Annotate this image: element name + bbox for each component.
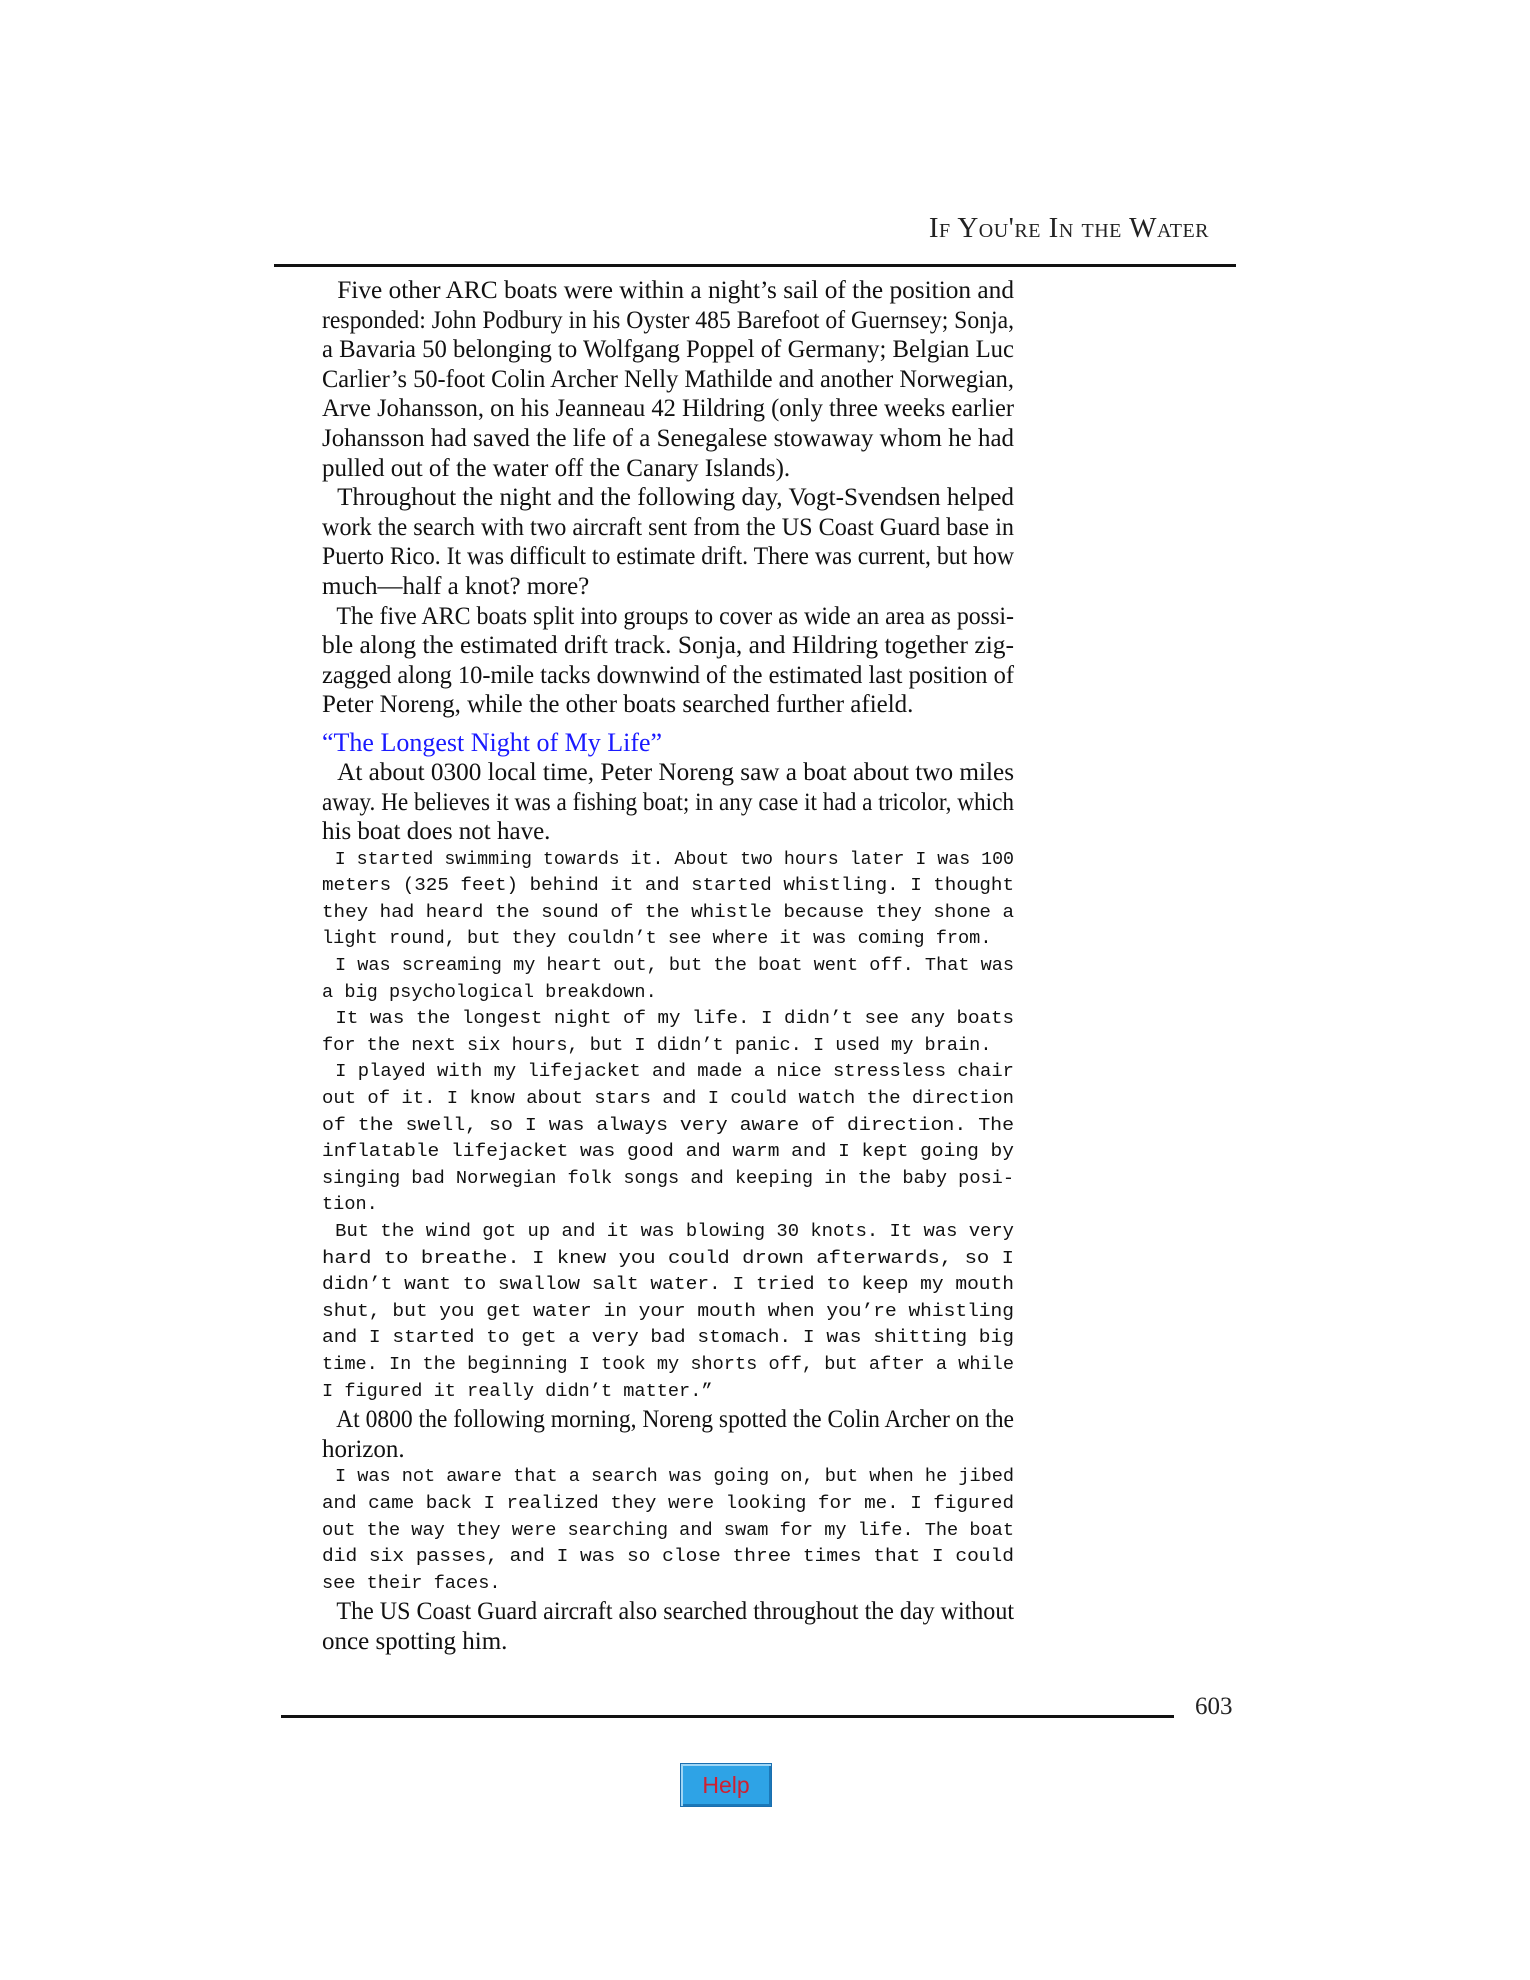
text-line — [322, 873, 1014, 900]
section-heading — [322, 728, 1014, 758]
quote-paragraph — [322, 1006, 1014, 1059]
text-line-content: a big psychological breakdown. — [322, 981, 657, 1003]
text-line — [322, 1192, 1014, 1219]
text-line-content: I was screaming my heart out, but the boat went off. That was — [334, 955, 1014, 977]
text-line — [322, 1435, 1014, 1465]
page-number: 603 — [1195, 1693, 1233, 1720]
text-line — [322, 847, 1014, 874]
text-line-content: much—half a knot? more? — [322, 572, 590, 600]
quote-paragraph — [322, 847, 1014, 953]
text-line-content: responded: John Podbury in his Oyster 485 Barefoot of Guernsey; Sonja, — [322, 306, 1014, 334]
text-line-content: At 0800 the following morning, Noreng spotted the Colin Archer on the — [336, 1406, 1014, 1434]
text-line-content: of the swell, so I was always very aware of direction. The — [322, 1114, 1014, 1136]
text-line — [322, 1272, 1014, 1299]
text-line-content: Johansson had saved the life of a Senegalese stowaway whom he had — [322, 424, 1014, 452]
text-line — [322, 1518, 1014, 1545]
text-line — [322, 1219, 1014, 1246]
text-line — [322, 728, 1014, 758]
text-line — [322, 513, 1014, 543]
text-line-content: Five other ARC boats were within a night’s sail of the position and — [337, 277, 1014, 304]
text-line — [322, 900, 1014, 927]
text-line — [322, 817, 1014, 847]
help-button[interactable]: Help — [680, 1763, 772, 1807]
text-line-content: and came back I realized they were looking for me. I figured — [322, 1492, 1014, 1514]
text-line — [322, 1299, 1014, 1326]
header-rule — [274, 264, 1236, 267]
text-line — [322, 394, 1014, 424]
text-line-content: once spotting him. — [322, 1627, 508, 1655]
text-line — [322, 788, 1014, 818]
text-line-content: tion. — [322, 1194, 378, 1216]
text-line-content: I played with my lifejacket and made a nice stressless chair — [335, 1061, 1014, 1083]
text-line-content: away. He believes it was a fishing boat; in any case it had a tricolor, which — [322, 788, 1014, 816]
text-line-content: “The Longest Night of My Life” — [322, 727, 663, 757]
text-line — [322, 1405, 1014, 1435]
text-line-content: The five ARC boats split into groups to cover as wide an area as possi- — [336, 602, 1015, 630]
text-line-content: hard to breathe. I knew you could drown afterwards, so I — [322, 1247, 1014, 1269]
text-line-content: I started swimming towards it. About two hours later I was 100 — [334, 848, 1014, 870]
text-line-content: shut, but you get water in your mouth when you’re whistling — [322, 1300, 1014, 1322]
text-line — [322, 1139, 1014, 1166]
text-line — [322, 365, 1014, 395]
text-line-content: light round, but they couldn’t see where it was coming from. — [322, 928, 992, 950]
paragraph — [322, 1597, 1014, 1656]
text-line — [322, 602, 1014, 632]
text-line-content: time. In the beginning I took my shorts off, but after a while — [322, 1353, 1015, 1375]
text-line — [322, 335, 1014, 365]
text-line — [322, 306, 1014, 336]
text-line — [322, 542, 1014, 572]
text-line-content: At about 0300 local time, Peter Noreng saw a boat about two miles — [337, 758, 1015, 786]
text-line-content: see their faces. — [322, 1572, 501, 1594]
footer-rule — [281, 1715, 1174, 1718]
text-line — [322, 454, 1014, 484]
text-line — [322, 631, 1014, 661]
text-line — [322, 424, 1014, 454]
text-line — [322, 572, 1014, 602]
text-line — [322, 661, 1014, 691]
text-line-content: Carlier’s 50-foot Colin Archer Nelly Mathilde and another Norwegian, — [322, 365, 1014, 393]
text-line-content: Arve Johansson, on his Jeanneau 42 Hildring (only three weeks earlier — [322, 395, 1014, 423]
text-line-content: they had heard the sound of the whistle because they shone a — [322, 901, 1014, 923]
text-line — [322, 1571, 1014, 1598]
quote-paragraph — [322, 1219, 1014, 1405]
text-line-content: did six passes, and I was so close three times that I could — [322, 1546, 1014, 1568]
running-head: If You're In the Water — [928, 212, 1209, 244]
text-line-content: his boat does not have. — [322, 818, 551, 846]
text-line-content: a Bavaria 50 belonging to Wolfgang Poppel of Germany; Belgian Luc — [322, 336, 1014, 364]
text-line-content: didn’t want to swallow salt water. I tried to keep my mouth — [322, 1274, 1014, 1296]
text-line-content: inflatable lifejacket was good and warm and I kept going by — [322, 1141, 1014, 1163]
quote-paragraph — [322, 1464, 1014, 1597]
paragraph — [322, 276, 1014, 483]
text-line — [322, 1491, 1014, 1518]
text-line — [322, 1379, 1014, 1406]
text-line-content: meters (325 feet) behind it and started whistling. I thought — [322, 875, 1014, 897]
text-line — [322, 483, 1014, 513]
text-line-content: ble along the estimated drift track. Sonja, and Hildring together zig- — [322, 632, 1014, 660]
text-line-content: Throughout the night and the following day, Vogt-Svendsen helped — [337, 484, 1014, 512]
text-line — [322, 1352, 1014, 1379]
text-line-content: Peter Noreng, while the other boats searched further afield. — [322, 691, 914, 719]
text-line — [322, 1033, 1014, 1060]
text-line — [322, 690, 1014, 720]
text-line-content: work the search with two aircraft sent from the US Coast Guard base in — [322, 513, 1014, 541]
text-line — [322, 953, 1014, 980]
text-line-content: and I started to get a very bad stomach. I was shitting big — [322, 1327, 1014, 1349]
text-line-content: out the way they were searching and swam for my life. The boat — [322, 1519, 1015, 1541]
text-line-content: zagged along 10-mile tacks downwind of the estimated last position of — [322, 661, 1014, 689]
text-line — [322, 1325, 1014, 1352]
text-line-content: I figured it really didn’t matter.” — [322, 1380, 713, 1402]
paragraph — [322, 602, 1014, 720]
text-line — [322, 1464, 1014, 1491]
text-line-content: for the next six hours, but I didn’t panic. I used my brain. — [322, 1034, 992, 1056]
page-body — [322, 276, 1014, 1657]
text-line-content: It was the longest night of my life. I didn’t see any boats — [335, 1008, 1015, 1030]
text-line — [322, 1113, 1014, 1140]
text-line-content: horizon. — [322, 1435, 405, 1463]
text-line — [322, 1086, 1014, 1113]
paragraph — [322, 1405, 1014, 1464]
text-line — [322, 1166, 1014, 1193]
text-line-content: pulled out of the water off the Canary Islands). — [322, 454, 791, 482]
text-line — [322, 980, 1014, 1007]
text-line — [322, 1597, 1014, 1627]
text-line-content: The US Coast Guard aircraft also searched throughout the day without — [336, 1598, 1014, 1626]
text-line-content: But the wind got up and it was blowing 30 knots. It was very — [335, 1221, 1014, 1242]
text-line-content: Puerto Rico. It was difficult to estimate drift. There was current, but how — [322, 543, 1014, 571]
paragraph — [322, 483, 1014, 601]
quote-paragraph — [322, 1059, 1014, 1219]
paragraph — [322, 758, 1014, 847]
text-line — [322, 926, 1014, 953]
text-line — [322, 758, 1014, 788]
text-line — [322, 1006, 1014, 1033]
text-line — [322, 1059, 1014, 1086]
text-line — [322, 1246, 1014, 1273]
text-line — [322, 1627, 1014, 1657]
text-line-content: out of it. I know about stars and I could watch the direction — [322, 1088, 1014, 1110]
text-line — [322, 276, 1014, 306]
quote-paragraph — [322, 953, 1014, 1006]
text-line — [322, 1544, 1014, 1571]
text-line-content: singing bad Norwegian folk songs and keeping in the baby posi- — [322, 1167, 1015, 1189]
text-line-content: I was not aware that a search was going on, but when he jibed — [334, 1466, 1014, 1488]
